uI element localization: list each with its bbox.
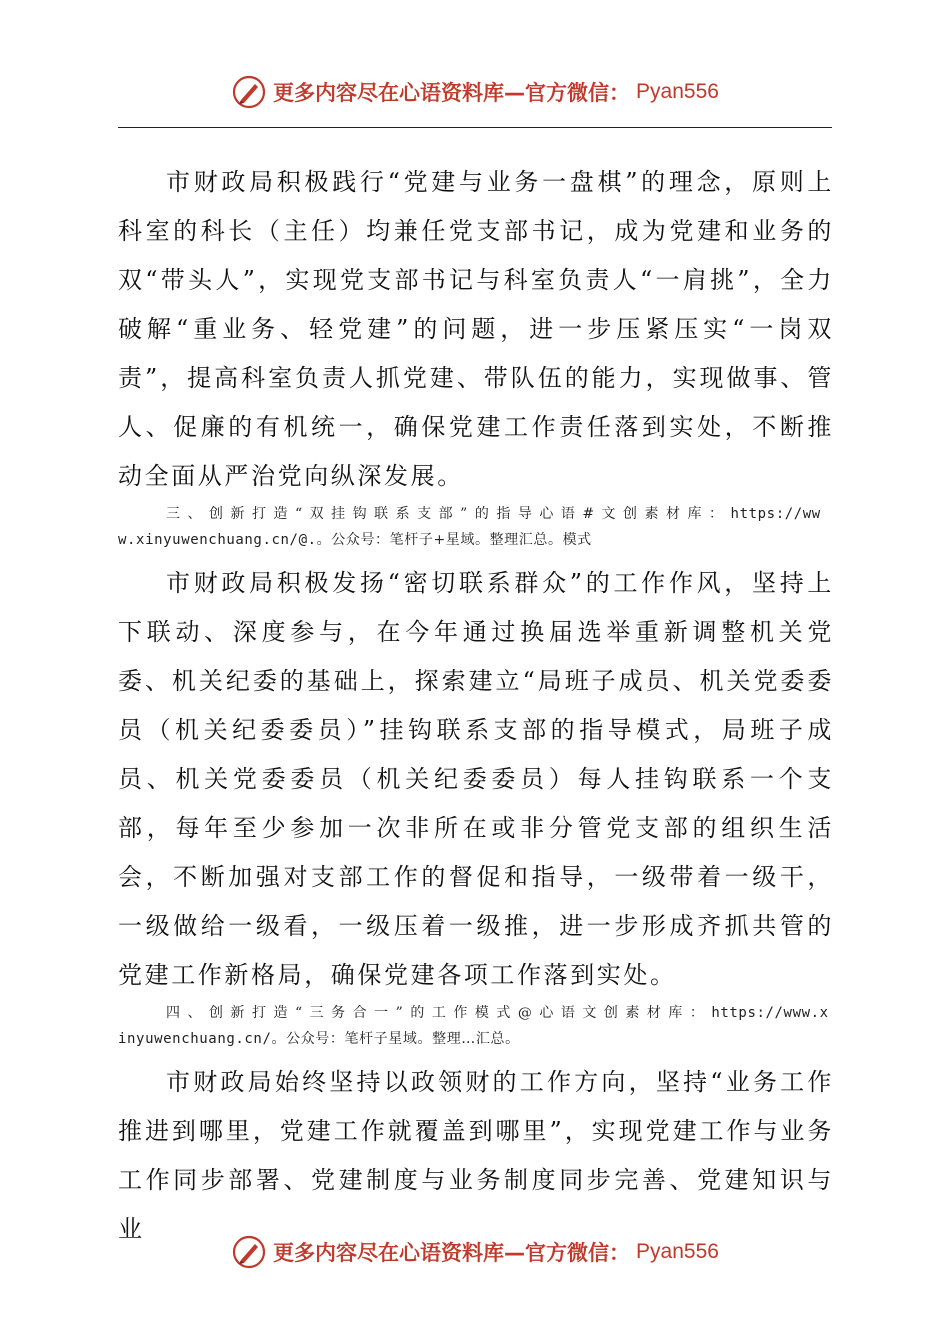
footer-banner	[0, 1232, 950, 1272]
banner-text: 更多内容尽在心语资料库—官方微信：	[273, 1241, 631, 1265]
banner-text: 更多内容尽在心语资料库—官方微信：	[273, 81, 631, 105]
pen-circle-logo-icon	[231, 1234, 267, 1270]
body-paragraph: 市财政局积极践行“党建与业务一盘棋”的理念，原则上科室的科长（主任）均兼任党支部书记，成为党建和业务的双“带头人”，实现党支部书记与科室负责人“一肩挑”，全力破解“重业务、轻党建”的问题，进一步压紧压实“一岗双责”，提高科室负责人抓党建、带队伍的能力，实现做事、管人、促廉的有机统一，确保党建工作责任落到实处，不断推动全面从严治党向纵深发展。	[118, 168, 834, 490]
banner-wechat-id: Pyan556	[636, 80, 719, 103]
section-heading-title: 四、创新打造“三务合一”的工作模式@心语文创素材库：	[166, 1005, 712, 1021]
banner-wechat-id: Pyan556	[636, 1240, 719, 1263]
header-banner	[0, 72, 950, 112]
body-paragraph: 市财政局始终坚持以政领财的工作方向，坚持“业务工作推进到哪里，党建工作就覆盖到哪里”，实现党建工作与业务工作同步部署、党建制度与业务制度同步完善、党建知识与业	[118, 1068, 834, 1243]
body-paragraph: 市财政局积极发扬“密切联系群众”的工作作风，坚持上下联动、深度参与，在今年通过换届选举重新调整机关党委、机关纪委的基础上，探索建立“局班子成员、机关党委委员（机关纪委委员）”挂钩联系支部的指导模式，局班子成员、机关党委委员（机关纪委委员）每人挂钩联系一个支部，每年至少参加一次非所在或非分管党支部的组织生活会，不断加强对支部工作的督促和指导，一级带着一级干，一级做给一级看，一级压着一级推，进一步形成齐抓共管的党建工作新格局，确保党建各项工作落到实处。	[118, 569, 834, 989]
section-heading	[118, 1000, 834, 1052]
document-body	[118, 158, 834, 1254]
section-heading	[118, 501, 834, 553]
section-heading-tail: 。公众号：笔杆子星域。整理…汇总。	[271, 1031, 520, 1047]
section-heading-url: https://www.xinyuwenchuang.cn/@.	[118, 506, 821, 548]
section-heading-tail: 。公众号：笔杆子+星域。整理汇总。模式	[316, 532, 592, 548]
pen-circle-logo-icon	[231, 74, 267, 110]
header-divider	[118, 127, 832, 128]
section-heading-title: 三、创新打造“双挂钩联系支部”的指导心语#文创素材库：	[166, 506, 731, 522]
section-heading-url: https://www.xinyuwenchuang.cn/	[118, 1005, 829, 1047]
